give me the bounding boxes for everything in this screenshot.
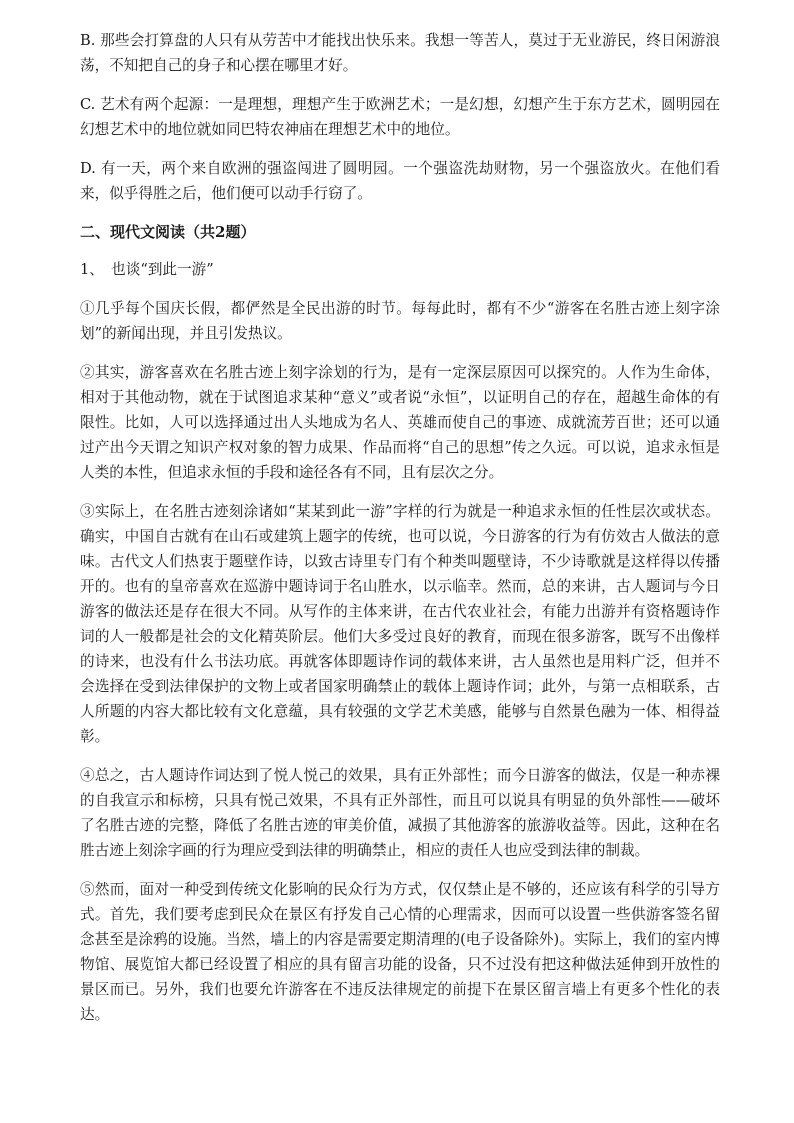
paragraph-5: ⑤然而，面对一种受到传统文化影响的民众行为方式，仅仅禁止是不够的，还应该有科学的引导方式。首先，我们要考虑到民众在景区有抒发自己心情的心理需求，因而可以设置一些供游客签名留念甚至是涂鸦的设施。当然，墙上的内容是需要定期清理的(电子设备除外)。实际上，我们的室内博物馆、展览馆大都已经设置了相应的具有留言功能的设备，只不过没有把这种做法延伸到开放性的景区而已。另外，我们也要允许游客在不违反法律规定的前提下在景区留言墙上有更多个性化的表达。: [80, 881, 720, 1023]
paragraph-2: ②其实，游客喜欢在名胜古迹上刻字涂划的行为，是有一定深层原因可以探究的。人作为生命体，相对于其他动物，就在于试图追求某种“意义”或者说“永恒”，以证明自己的存在，超越生命体的有限性。比如，人可以选择通过出人头地成为名人、英雄而使自己的事迹、成就流芳百世；还可以通过产出今天谓之知识产权对象的智力成果、作品而将“自己的思想”传之久远。可以说，追求永恒是人类的本性，但追求永恒的手段和途径各有不同，且有层次之分。: [80, 364, 720, 481]
option-d: D. 有一天，两个来自欧洲的强盗闯进了圆明园。一个强盗洗劫财物，另一个强盗放火。在他们看来，似乎得胜之后，他们便可以动手行窃了。: [80, 160, 720, 202]
paragraph-4: ④总之，古人题诗作词达到了悦人悦己的效果，具有正外部性；而今日游客的做法，仅是一种赤裸的自我宣示和标榜，只具有悦己效果，不具有正外部性，而且可以说具有明显的负外部性——破坏了名胜古迹的完整，降低了名胜古迹的审美价值，减损了其他游客的旅游收益等。因此，这种在名胜古迹上刻涂字画的行为理应受到法律的明确禁止，相应的责任人也应受到法律的制裁。: [80, 767, 720, 859]
document-page: [80, 28, 720, 1041]
paragraph-3: ③实际上，在名胜古迹刻涂诸如“某某到此一游”字样的行为就是一种追求永恒的任性层次或状态。确实，中国自古就有在山石或建筑上题字的传统，也可以说，今日游客的行为有仿效古人做法的意味。古代文人们热衷于题壁作诗，以致古诗里专门有个种类叫题壁诗，不少诗歌就是这样得以传播开的。也有的皇帝喜欢在巡游中题诗词于名山胜水，以示临幸。然而，总的来讲，古人题词与今日游客的做法还是存在很大不同。从写作的主体来讲，在古代农业社会，有能力出游并有资格题诗作词的人一般都是社会的文化精英阶层。他们大多受过良好的教育，而现在很多游客，既写不出像样的诗来，也没有什么书法功底。再就客体即题诗作词的载体来讲，古人虽然也是用料广泛，但并不会选择在受到法律保护的文物上或者国家明确禁止的载体上题诗作词；此外，与第一点相联系，古人所题的内容大都比较有文化意蕴，具有较强的文学艺术美感，能够与自然景色融为一体、相得益彰。: [80, 503, 720, 745]
section-heading: 二、现代文阅读（共2题）: [80, 223, 256, 241]
item-title: 1、 也谈“到此一游”: [80, 261, 214, 278]
paragraph-1: ①几乎每个国庆长假，都俨然是全民出游的时节。每每此时，都有不少“游客在名胜古迹上刻字涂划”的新闻出现，并且引发热议。: [80, 300, 720, 342]
option-c: C. 艺术有两个起源：一是理想，理想产生于欧洲艺术；一是幻想，幻想产生于东方艺术，圆明园在幻想艺术中的地位就如同巴特农神庙在理想艺术中的地位。: [80, 96, 720, 138]
option-b: B. 那些会打算盘的人只有从劳苦中才能找出快乐来。我想一等苦人，莫过于无业游民，终日闲游浪荡，不知把自己的身子和心摆在哪里才好。: [80, 32, 720, 74]
